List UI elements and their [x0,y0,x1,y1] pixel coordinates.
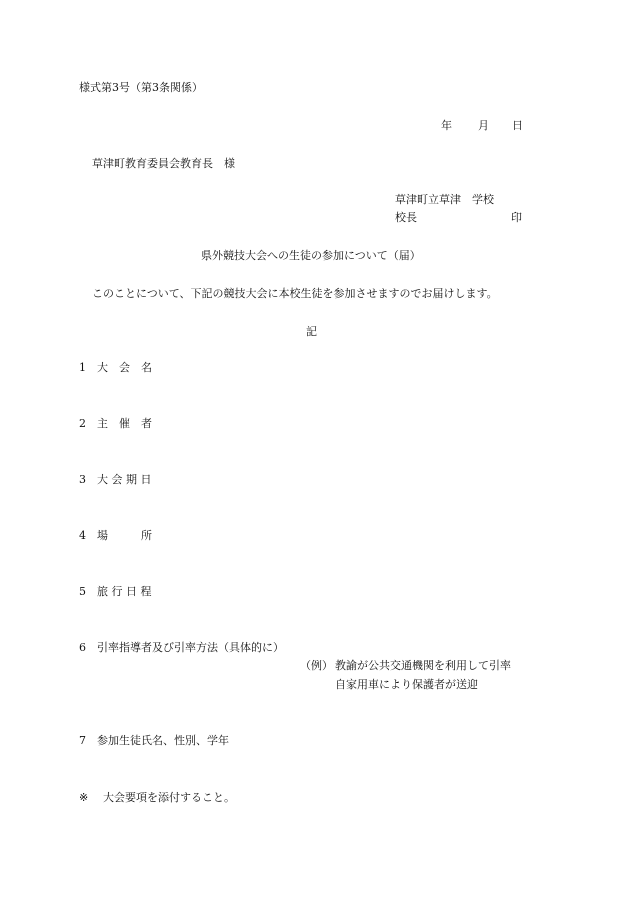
item-number: 4 [79,529,86,542]
document-title: 県外競技大会への生徒の参加について（届） [201,249,421,262]
example-line-1: 教諭が公共交通機関を利用して引率 [335,659,511,672]
sender-school: 草津町立草津 学校 [395,193,494,206]
date-month: 月 [478,119,489,132]
item-label: 主 催 者 [97,417,152,430]
example-prefix: （例） [300,659,333,672]
item-number: 7 [79,734,86,747]
item-label: 参加生徒氏名、性別、学年 [97,734,229,747]
item-number: 3 [79,473,86,486]
item-number: 6 [79,641,86,654]
addressee: 草津町教育委員会教育長 様 [92,157,235,170]
form-number: 様式第3号（第3条関係） [79,81,203,94]
date-year: 年 [441,119,452,132]
seal-mark: 印 [511,211,522,224]
note-text: 大会要項を添付すること。 [103,791,235,804]
item-number: 2 [79,417,86,430]
item-label: 大 会 名 [97,361,152,374]
sender-principal-label: 校長 [395,211,417,224]
item-label: 大 会 期 日 [97,473,152,486]
item-label: 引率指導者及び引率方法（具体的に） [97,641,284,654]
item-label: 旅 行 日 程 [97,585,152,598]
item-number: 5 [79,585,86,598]
item-label: 場 所 [97,529,152,542]
item-number: 1 [79,361,86,374]
note-mark: ※ [79,791,89,804]
date-day: 日 [512,119,523,132]
intro-text: このことについて、下記の競技大会に本校生徒を参加させますのでお届けします。 [92,287,498,300]
example-line-2: 自家用車により保護者が送迎 [335,678,478,691]
ki-heading: 記 [306,325,317,338]
